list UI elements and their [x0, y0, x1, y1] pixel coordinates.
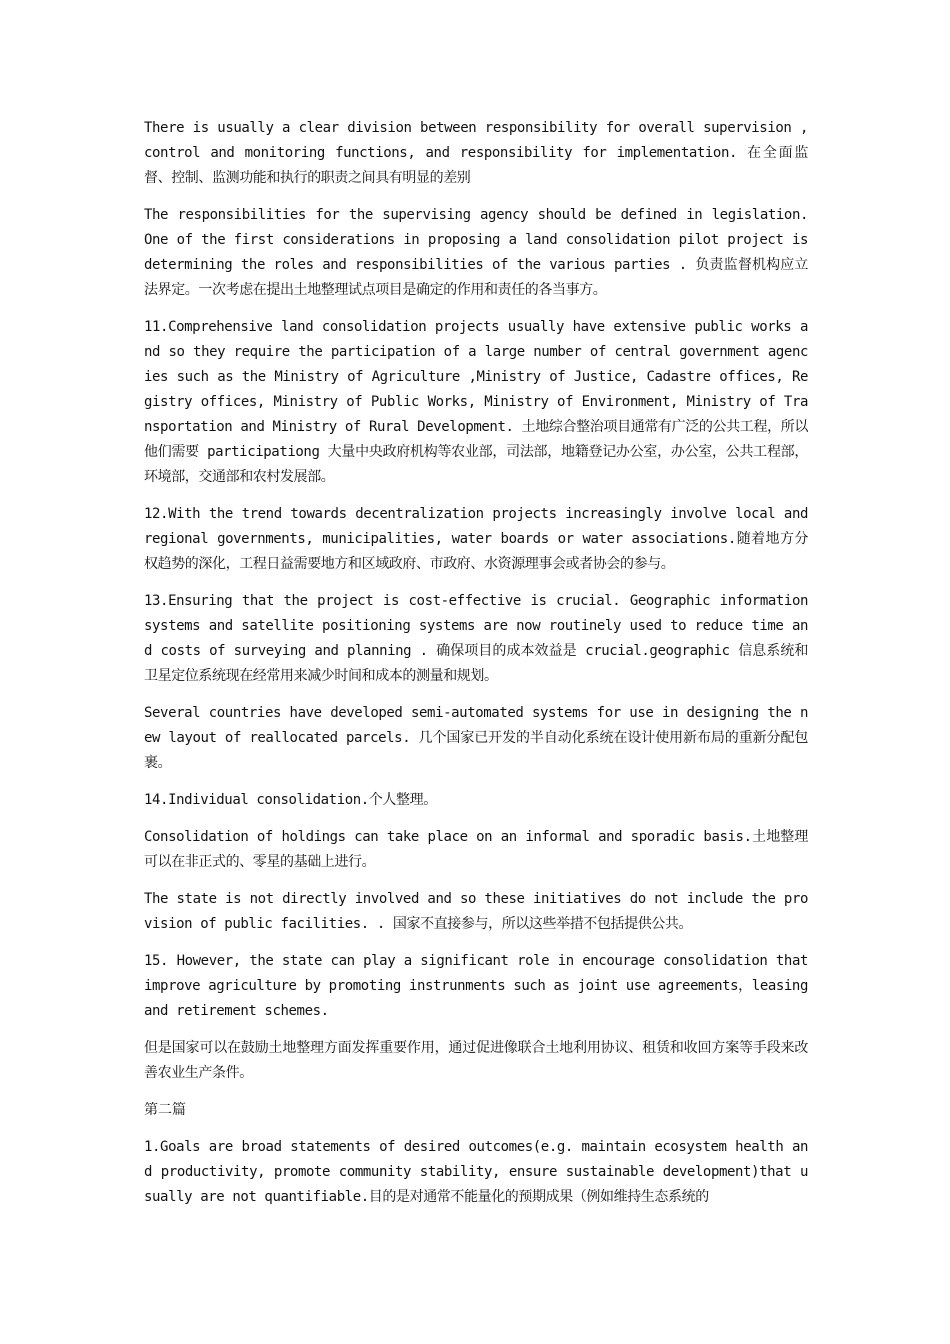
paragraph-state-role-chinese: 但是国家可以在鼓励土地整理方面发挥重要作用，通过促进像联合土地利用协议、租赁和收回方案等手段来改善农业生产条件。 [144, 1040, 808, 1081]
paragraph-supervising-agency: The responsibilities for the supervising agency should be defined in legislation. One of the first considerations in proposing a land consolidation pilot project is determining the roles and responsibilities of the various parties . 负责监督机构应立法界定。一次考虑在提出土地整理试点项目是确定的作用和责任的各当事方。 [144, 207, 808, 298]
paragraph-15-state-role: 15. However, the state can play a significant role in encourage consolidation that improve agriculture by promoting instrunments such as joint use agreements，leasing and retirement schemes. [144, 953, 808, 1019]
paragraph-semi-automated-systems: Several countries have developed semi-automated systems for use in designing the new layout of reallocated parcels. 几个国家已开发的半自动化系统在设计使用新布局的重新分配包裹。 [144, 705, 808, 771]
section-heading-second-article: 第二篇 [144, 1102, 186, 1118]
paragraph-11-comprehensive-projects: 11.Comprehensive land consolidation projects usually have extensive public works and so they require the participation of a large number of central government agencies such as the Ministry of Agriculture ,Ministry of Justice, Cadastre offices, Registry offices, Ministry of Public Works, Ministry of Environment, Ministry of Transportation and Ministry of Rural Development. 土地综合整治项目通常有广泛的公共工程，所以他们需要 participationg 大量中央政府机构等农业部，司法部，地籍登记办公室，办公室，公共工程部，环境部，交通部和农村发展部。 [144, 319, 808, 485]
paragraph-informal-consolidation: Consolidation of holdings can take place on an informal and sporadic basis.土地整理可以在非正式的、零星的基础上进行。 [144, 829, 808, 870]
paragraph-14-individual-consolidation: 14.Individual consolidation.个人整理。 [144, 792, 437, 808]
paragraph-state-not-involved: The state is not directly involved and so these initiatives do not include the provision of public facilities. . 国家不直接参与，所以这些举措不包括提供公共。 [144, 891, 808, 932]
paragraph-1-goals: 1.Goals are broad statements of desired outcomes(e.g. maintain ecosystem health and productivity, promote community stability, ensure sustainable development)that usually are not quantifiable.目的是对通常不能量化的预期成果（例如维持生态系统的 [144, 1139, 808, 1205]
paragraph-13-cost-effective: 13.Ensuring that the project is cost-effective is crucial. Geographic information systems and satellite positioning systems are now routinely used to reduce time and costs of surveying and planning . 确保项目的成本效益是 crucial.geographic 信息系统和卫星定位系统现在经常用来减少时间和成本的测量和规划。 [144, 593, 808, 684]
document-page [144, 116, 808, 1222]
paragraph-division-of-responsibility: There is usually a clear division between responsibility for overall supervision ,control and monitoring functions, and responsibility for implementation. 在全面监督、控制、监测功能和执行的职责之间具有明显的差别 [144, 120, 808, 186]
paragraph-12-decentralization: 12.With the trend towards decentralization projects increasingly involve local and regional governments, municipalities, water boards or water associations.随着地方分权趋势的深化，工程日益需要地方和区域政府、市政府、水资源理事会或者协会的参与。 [144, 506, 808, 572]
